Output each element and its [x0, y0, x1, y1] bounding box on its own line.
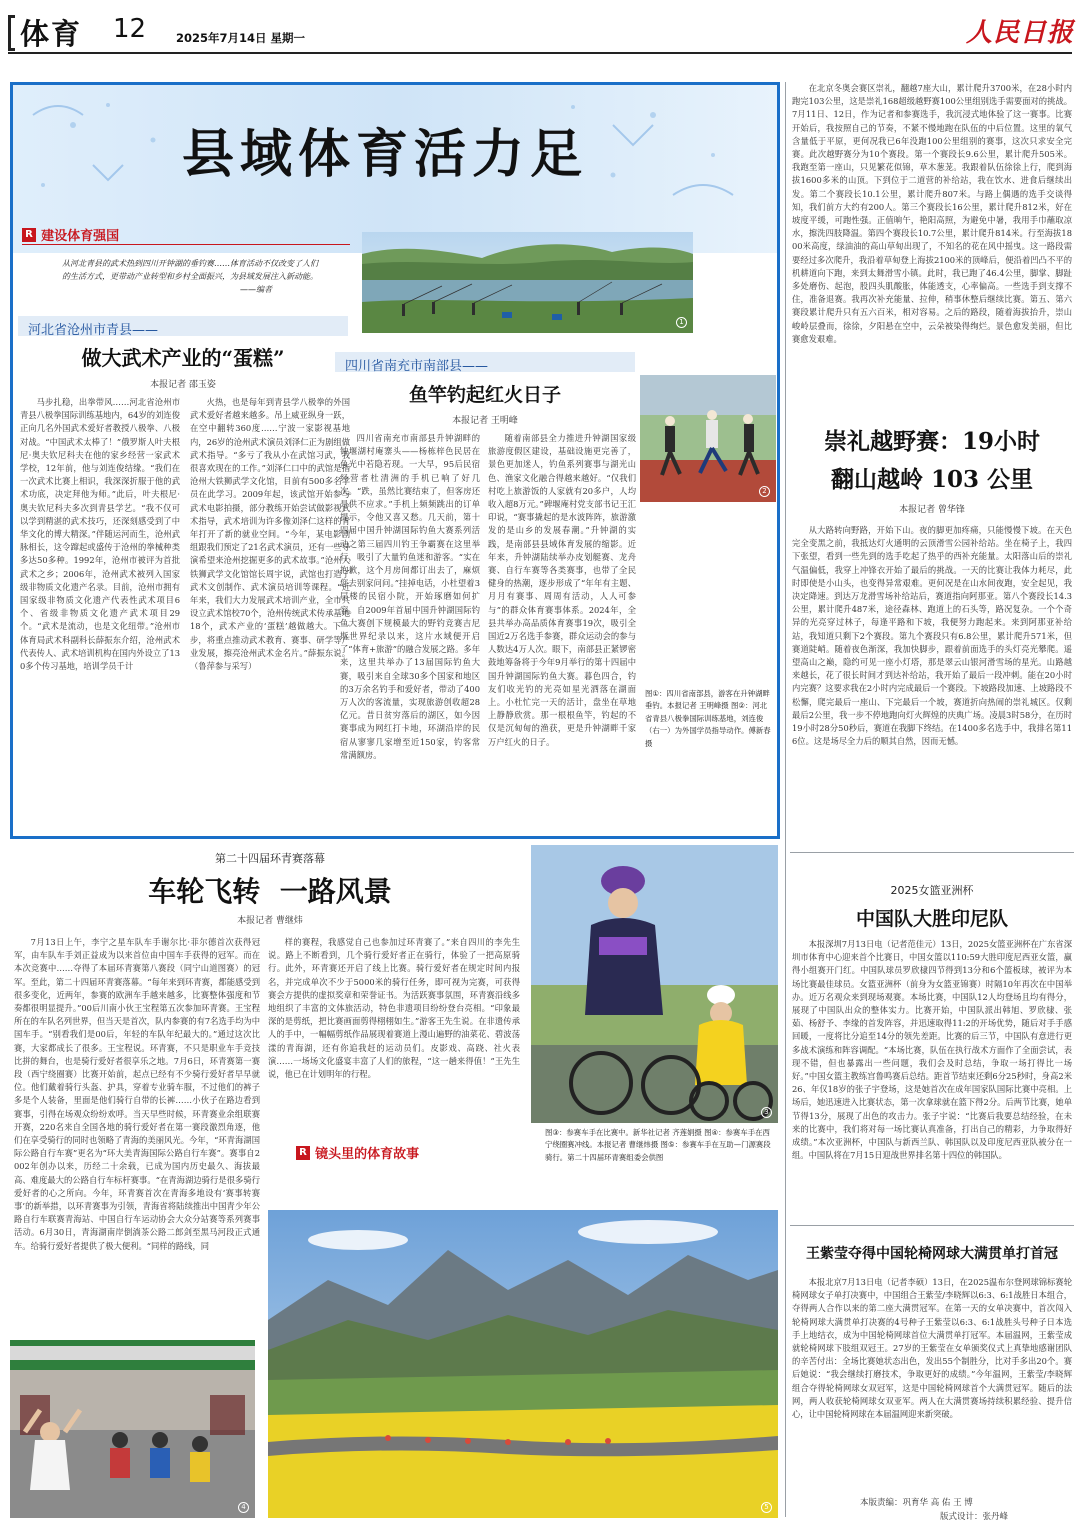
cycling-col2-text: 样的赛程，我感觉自己也参加过环青赛了。”来自四川的李先生说。路上不断看到，几个骑行爱好者正在骑行，体验了一把高原骑行。此外，环青赛还开启了线上比赛。骑行爱好者在规定时间内报名，并完成单次不少于5000米的骑行任务，即可视为完赛，可获得赛会方提供的虚拟奖章和荣誉证书。为活跃赛事氛围，环青赛沿线多地组织了丰富的文体旅活动，特色非遗项目纷纷登台亮相。“印象最深的是剪纸，把比赛画面剪得栩栩如生。”游客王先生说。在非遗传承人的手中，一幅幅剪纸作品展现着赛道上漫山遍野的油菜花、碧波荡漾的青海湖，还有你追我赶的运动员们。皮影戏、高跷、社火表演……一场场文化盛宴丰富了人们的旅程，“这一趟来得值！”王先生说，他已在计划明年的行程。 [268, 937, 520, 1080]
right-top-text-body: 在北京冬奥会赛区崇礼，翻越7座大山，累计爬升3700米，在28小时内跑完103公里，这是崇礼168超级越野赛100公里组别选手需要面对的挑战。7月11日、12日，作为记者和参赛选手，我沉浸式地体验了这一赛事。比赛开始后，我按照自己的节奏，不紧不慢地跑在队伍的中后位置。这里的氧气含量低于平原，更何况我已6年没跑100公里组别的赛事，这次只求安全完赛。此次越野赛分为10个赛段。第一个赛段长9.6公里，累计爬升505米。我跑至第一座山，只见繁花似锦，草木葱茏。我跟着队伍徐徐上行，爬到海拔1600多米的山顶。下到位于二道营的补给站，我在饮水、进食后继续出发。第二个赛段长10.1公里，累计爬升807米。与路上偶遇的选手交谈得知，我们前方大约有200人。第三个赛段长16公里，累计爬升812米，好在坡度平缓，可跑性强。正值晌午，艳阳高照，为避免中暑，我用手巾蘸取凉水，擦洗四肢降温。第四个赛段长10.7公里，累计爬升814米。行至海拔1800米高度，绿油油的高山草甸出现了，不知名的花在风中摇曳。这一路段需要经过多次爬升，我沿着草甸登上海拔2100米的顶峰后，便沿着凹凸不平的机耕道向下跑，来到太舞滑雪小镇。此时，我已跑了46.4公里，脚掌、脚趾多处磨伤、起泡，股四头肌酸胀，体能透支，心率偏高。一些选手到支撑不住，准备退赛。我再次补充能量、拉伸，稍事休整后继续比赛。第五、第六赛段累计爬升只有五六百米，相对容易。之后的路段，随着海拔抬升，崇山峻岭层叠而，徐徐，夕阳悬在空中，云朵被染得绚烂。景色愈发美丽，但比赛愈发艰难。 [792, 83, 1072, 344]
a2-byline: 本报记者 王明峰 [452, 416, 518, 426]
right-top-text [792, 82, 1072, 400]
basket-text-body: 本报深圳7月13日电（记者范佳元）13日，2025女篮亚洲杯在广东省深圳市体育中心迎来首个比赛日，中国女篮以110:59大胜印度尼西亚女篮，赢得小组赛开门红。中国队球员罗欣棣四节得到13分和6个篮板球，被评为本场比赛最佳球员。女篮亚洲杯（前身为女篮亚锦赛）时隔10年再次在中国举办。近万名观众来到现场观赛。本场比赛，中国队12人均登场且均有得分，展现了中国队出众的整体实力。比赛开始，中国队派出韩旭、罗欣棣、张茹、杨舒予、李缘的首发阵容，并迅速取得11:2的开场优势，随后对手手感回暖，一度将比分追至14分的领先差距。比赛的后三节，中国队有意进行更多战术演练和阵容调配。“本场比赛，队伍在执行战术方面作了全面尝试，表现不错，但也暴露出一些问题，我们会及时总结，争取一场打得比一场好。”中国女篮主教练宫鲁鸣赛后总结。距首节结束还剩6分25秒时，身高2米26、年仅18岁的张子宇登场，这是她首次在成年国家队国际比赛中亮相。上场后，她迅速进入比赛状态，第一次拿球就在篮下得2分。后两节比赛，她单节得13分，展现了出色的攻击力。张子宇说：“比赛后我要总结经验，在未来的比赛中，我们将对每一场比赛认真准备，打出自己的精彩，力争取得好成绩。”本次亚洲杯，中国队与新西兰队、韩国队以及印度尼西亚队被分在一组。中国队将在7月15日迎战世界排名第十四位的韩国队。 [792, 939, 1072, 1161]
photo-number-1: 1 [676, 317, 687, 328]
masthead-bracket [8, 15, 15, 51]
photo-finish-sprint [10, 1340, 255, 1518]
photo-cyclists-race [531, 845, 778, 1123]
tennis-title: 王紫莹夺得中国轮椅网球大满贯单打首冠 [806, 1246, 1058, 1262]
basket-kicker: 2025女篮亚洲杯 [890, 884, 974, 897]
editor-intro-sign: ——编者 [240, 285, 272, 294]
a1-col1-text: 马步扎稳，出拳带风……河北省沧州市青县八极拳国际训练基地内，64岁的刘连俊正向几名外国武术爱好者教授八极拳、八极对战。“中国武术太棒了！”俄罗斯人叶夫根尼·奥夫钦尼科夫在他的家乡经营一家武术学校，12年前，他与刘连俊结缘。“我们在一次武术比赛上相识，我深深折服于他的武术功底，决定拜他为师。”此后，叶夫根尼·奥夫钦尼科夫多次到青县学艺。“我不仅可以学到精湛的武术技巧，还深刻感受到了中华文化的博大精深。”伴随运河而生，沧州武脉相长，这令蹿起或盛传于沧州的拳械种类多达50多种。1992年，沧州市被评为首批武术之乡；2006年，沧州武术被列入国家级非物质文化遗产名录。目前，沧州市拥有国家级非物质文化遗产代表性武术项目6个、省级非物质文化遗产武术项目29个。“武术是流动，也是文化纽带。”沧州市体育局武术科副科长薛振东介绍，沧州武术代表传人、武术培训机构在国内外设立了130多个传习基地，培训学员千计 [20, 397, 180, 672]
basket-text [792, 938, 1072, 1210]
photo-mountain-rapeseed [268, 1210, 778, 1518]
page-number: 12 [113, 14, 147, 44]
page-editor: 本版责编：巩育华 高 佑 王 博 [860, 1498, 973, 1508]
a1-column-2 [190, 396, 350, 826]
masthead [0, 0, 1080, 60]
cycling-title: 车轮飞转 一路风景 [148, 875, 392, 908]
feature-title: 县域体育活力足 [181, 124, 588, 185]
cycling-kicker: 第二十四届环青赛落幕 [215, 852, 325, 865]
photo-fishing-lake [362, 232, 693, 333]
trail-title-2: 翻山越岭 103 公里 [830, 466, 1034, 493]
cycling-captions: 图③：参赛车手在比赛中。新华社记者 齐莲娟摄 图④：参赛车手在西宁绕圈赛冲线。本报记者 曹继炜摄 图⑤：参赛车手在互助—门源赛段骑行。第二十四届环青赛组委会供图 [545, 1128, 771, 1162]
photo-number-3: 3 [761, 1107, 772, 1118]
cycling-column-2 [268, 936, 520, 1114]
a1-col2-text: 火热，也是每年到青县学八极拳的外国武术爱好者越来越多。吊上威亚纵身一跃，在空中翻转360度……宁波一家影视基地内，26岁的沧州武术演员刘泽仁正为剧组做武术指导。“多亏了我从小在武馆习武，我很喜欢现在的工作。”刘泽仁口中的武馆是指沧州大铁狮武学文化馆，目前有500多名学员在此学习。2009年起，该武馆开始参与武术电影拍摄，部分教练开始尝试做影视武术指导，武术培训为许多像刘泽仁这样的青年打开了新的就业空间。“今年，某电影剧组跟我们预定了21名武术演员，还有一些导演希望来沧州挖掘更多的武术故事。”沧州大铁狮武学文化馆馆长周宇说，武馆也打造了武术文创制作、武术演员培训等课程。“近年来，我们大力发展武术培训产业，全市共设立武术馆校70个，沧州传统武术传承基地18个，武术产业的‘蛋糕’越做越大。下一步，将重点推动武术教育、赛事、研学等产业发展，擦亮沧州武术金名片。”薛振东说。（鲁萍参与采写） [190, 397, 350, 672]
photo-martial-arts [640, 375, 776, 502]
camera-column-label: 镜头里的体育故事 [315, 1147, 420, 1162]
a1-title: 做大武术产业的“蛋糕” [81, 346, 285, 370]
a1-place: 河北省沧州市青县—— [28, 323, 159, 338]
tennis-text [792, 1276, 1072, 1491]
camera-column-icon: R [296, 1146, 310, 1160]
cycling-col1-text: 7月13日上午，李宁之星车队车手谢尔比·菲尔德首次获得冠军，由车队车手刘正益成为以来首位由中国车手获得的冠军。而在本次竞赛中……夺得了本届环青赛第八赛段（同宁山道图赛）的冠军。至此，第二十四届环青赛落幕。“每年来到环青赛，都能感受到很多变化，近两年，参赛的欧洲车手越来越多，比赛整体强度和节奏都很明显提升。”00后川南小伙王宝程第五次参加环青赛。王宝程所在的车队名列世界，但当天是首次，队内参赛的有7名选手均为中国车手。“别看我们是00后，年轻的车队年纪最大的。”通过这次比赛，大家都成长了很多。王宝程说。环青赛，不只是职业车手竞技比拼的舞台，也是骑行爱好者很享乐之地。7月6日，环青赛第一赛段（西宁绕圈赛）比赛开始前，起点已经有不少骑行爱好者早早就位。他们戴着骑行头盔、护具，穿着专业骑车服，不过他们的裤子多是个人装备，里面是他们骑行自带的长裤……小伙子在路边看到赛事，引得在场观众纷纷欢呼。当天早些时候，环青赛业余组联赛开赛，220名来自全国各地的骑行爱好者在第一赛段激烈角逐，他们在享受骑行的同时也领略了青海的美丽风光。今年，“环青海湖国际公路自行车赛”更名为“环大美青海国际公路自行车赛”。赛事自2002年创办以来，历经二十余载，已成为国内历史最久、海拔最高、难度最大的公路自行车标杆赛事。“在青海湖边骑行是很多骑行爱好者的心之所向。今年，环青赛首次在青海多地设有‘赛事转赛事’的新举措，以环青赛事为引领，青海省将陆续推出中国青少年公路自行车联赛青海站、中国自行车运动协会大众分站赛等系列赛事活动。6月30日，青海湖南岸倒淌茶公路二郎剑至黑马河段正式通车。给骑行爱好者提供了极大便利。“同样的路线，同 [14, 937, 260, 1251]
editor-intro: 从河北青县的武术热到四川开钟湖的垂钓赛……体育活动不仅改变了人们的生活方式，更带动产业转型和乡村全面振兴，为县域发展注入新动能。 [62, 259, 318, 281]
a2-column-1 [340, 432, 480, 827]
column-tag-rule [22, 244, 350, 245]
photo-number-4: 4 [238, 1502, 249, 1513]
feature-caption: 图①：四川省南部县，游客在升钟湖畔垂钓。本报记者 王明峰摄 图②：河北省青县八极拳国际训练基地，刘连俊（右一）为外国学员指导动作。傅新春摄 [645, 689, 771, 748]
section-name: 体育 [20, 17, 83, 51]
column-tag [22, 224, 119, 242]
page-designer: 版式设计：张丹峰 [940, 1512, 1009, 1522]
tennis-divider [790, 1225, 1074, 1226]
trail-text-body: 从大路转向野路，开始下山。夜的脚更加疼痛，只能慢慢下坡。在天色完全变黑之前，我抵达灯火通明的云顶滑雪公园补给站。坐在椅子上，我四下张望，看到一些先到的选手吃起了热乎的西补充能量。太阳落山后的崇礼气温偏低，我穿上冲锋衣开始了最后的挑战。一天的比赛让我体力耗尽，此时即使是小山头，也变得异常艰难。更何况是在山水间夜跑，安全起见，我决定降速。到达万龙滑雪场补给站后，赛道指向阿那亚。第八个赛段长14.3公里，累计爬升487米，途径森林、跑道上的石头等，路况复杂。一个个奇异的光亮穿过林子，每逢平路和下坡，我便努力跑起来。来到阿那亚补给站，我知道只剩下2个赛段。第九个赛段只有6.8公里，累计爬升571米，但赛道陡峭。随着夜色渐深，我加快脚步，跟着前面选手的头灯亮光攀爬。遥望高山之巅，隐约可见一座小灯塔，那是翠云山银河滑雪场的星光。山路越来越长，花了很长时间才到达补给站，我开始了最后一段冲刺。能在20小时内完赛？这要求我在2小时内完成最后一个赛段。下坡路段加速、上坡路段不松懈，爬完最后一座山、下完最后一个坡，赛道折向热闹的崇礼城区。仅剩最后2公里，我一步不停地跑向灯火辉煌的庆典广场。凌晨3时58分，在历时19小时28分50秒后，赛道在我脚下终结。在1400多名选手中，我排名第116位。这是场尽全力后的顺其自然，因而无憾。 [792, 525, 1072, 747]
tennis-text-body: 本报北京7月13日电（记者李硕）13日，在2025温布尔登网球锦标赛轮椅网球女子单打决赛中，中国组合王紫莹/李晓辉以6:3、6:1战胜日本组合，夺得两人合作以来的第二座大满贯冠军。在第一天的女单决赛中，首次闯入轮椅网球大满贯单打决赛的4号种子王紫莹以6:3、6:1战胜头号种子日本选手上地结衣，成为中国轮椅网球首位大满贯单打冠军。本届温网，王紫莹成就轮椅网球下肢组双冠王。27岁的王紫莹在女单颁奖仪式上真挚地感谢团队的辛苦付出：全场比赛她状态出色，发出55个制胜分，比对手多出20个。赛后她说：“我会继续打磨技术，争取更好的成绩。”今年温网，王紫莹/李晓辉组合夺得轮椅网球女双冠军，这是中国轮椅网球首个大满贯冠军。随后的法网，两人收获轮椅网球女双亚军。两人在大满贯赛场持续积累经验、提升信心，让中国轮椅网球在本届温网迎来新突破。 [792, 1277, 1072, 1420]
issue-date: 2025年7月14日 星期一 [176, 31, 306, 45]
paper-logo: 人民日报 [965, 18, 1074, 48]
cycling-column-1 [14, 936, 260, 1328]
column-tag-icon: R [22, 228, 36, 242]
trail-byline: 本报记者 曾华锋 [899, 505, 965, 515]
a2-place: 四川省南充市南部县—— [345, 359, 489, 374]
camera-column-tag [296, 1142, 419, 1160]
basket-divider [790, 852, 1074, 853]
a1-byline: 本报记者 邵玉姿 [150, 380, 216, 390]
a2-title: 鱼竿钓起红火日子 [408, 384, 561, 406]
trail-text [792, 524, 1072, 846]
a2-col1-text: 四川省南充市南部县升钟湖畔的钟堰湖村庵寨头——杨栋梓色民居在鱼光中若隐若现。一大早，95后民宿经营者杜清洲的手机已响了好几次。“跌，虽然比赛结束了，但客房还是供不应求。”手机上频频跳出的订单提示，令他又喜又愁。几天前，第十四届中国升钟湖国际钓鱼大赛系列活动之第三届四川钓王争霸赛在这里举行，吸引了大量钓鱼迷和游客。“实在抱歉，这个月房间都订出去了，麻烦您去别家问问。”挂掉电话，小杜望着3层楼的民宿小院，开始琢磨如何扩容。自2009年首届中国升钟湖国际钓鱼大赛创下规模最大的野钓竞赛吉尼斯世界纪录以来，这片水域便开启了“体育+旅游”的融合发展之路。多年来，这里共举办了13届国际钓鱼大赛，吸引来自全球30多个国家和地区的3万余名钓手和爱好者，带动了400万人次的客流量，实现旅游创收超28亿元。昔日贫穷落后的湖区，如今因赛事成为网红打卡地，环湖沿岸的民宿从寥寥几家增至近150家，钓客常常满额房。 [340, 433, 480, 760]
a1-column-1 [20, 396, 180, 826]
cycling-byline: 本报记者 曹继炜 [237, 916, 303, 926]
right-column-divider [785, 82, 786, 1517]
a2-column-2 [488, 432, 636, 747]
photo-number-5: 5 [761, 1502, 772, 1513]
a2-col2-text: 随着南部县全力推进升钟湖国家级旅游度假区建设，基础设施更完善了，景色更加迷人，钓鱼系列赛事与湖光山色、渔家文化融合得越来越好。“仅我们村吃上旅游饭的人家就有20多户，人均收入超8万元。”碑堰庵村党支部书记王汇印说，“赛事撬起的是水波阵阵，旅游激发的是山乡的发展春潮。”升钟湖的实践，是南部县县域体育发展的缩影。近年来，升钟湖陆续举办皮划艇赛、龙舟赛、自行车赛等各类赛事，也带了全民健身的热潮，逐步形成了“年年有主题、月月有赛事、周周有活动，人人可参与”的群众体育赛事体系。2024年，全县共举办高品质体育赛事19次，吸引全国近2万名选手参赛，群众运动会的参与人数达4万人次。眼下，南部县正紧锣密鼓地筹备将于今年9月举行的第十四届中国升钟湖国际钓鱼大赛。暮色四合，钓友们收光钓的光亮如星光洒落在湖面上。小杜忙完一天的活计，盘坐在草地上静静欣赏。那一根根鱼竿，钓起的不仅是沉甸甸的渔获，更是升钟湖畔千家万户红火的日子。 [488, 433, 636, 747]
basket-title: 中国队大胜印尼队 [855, 908, 1008, 930]
photo-number-2: 2 [759, 486, 770, 497]
masthead-rule [8, 52, 1072, 54]
column-tag-label: 建设体育强国 [41, 229, 120, 244]
trail-title-1: 崇礼越野赛：19小时 [823, 428, 1040, 455]
